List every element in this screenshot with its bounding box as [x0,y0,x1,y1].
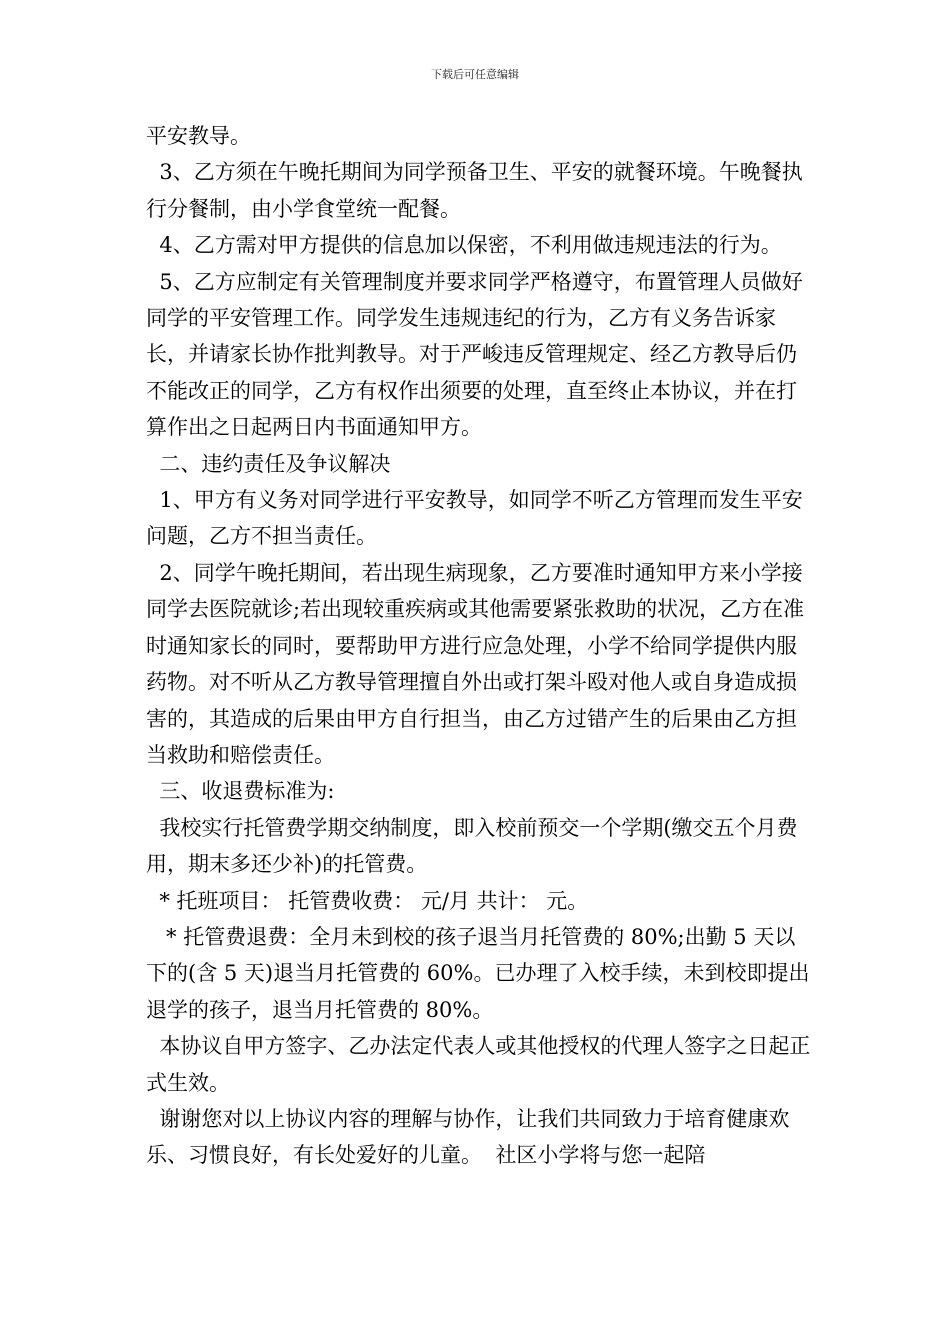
page-header-note: 下载后可任意编辑 [431,68,519,81]
paragraph-effective-date: 本协议自甲方签字、乙办法定代表人或其他授权的代理人签字之日起正式生效。 [146,1034,811,1095]
paragraph-clause-5-management: 5、乙方应制定有关管理制度并要求同学严格遵守，布置管理人员做好同学的平安管理工作。同学发生违规违纪的行为，乙方有义务告诉家长，并请家长协作批判教导。对于严峻违反管理规定、经乙方教导后仍不能改正的同学，乙方有权作出须要的处理，直至终止本协议，并在打算作出之日起两日内书面通知甲方。 [146,269,803,440]
paragraph-fee-refund: * 托管费退费：全月未到校的孩子退当月托管费的 80%;出勤 5 天以下的(含 5 天)退当月托管费的 60%。已办理了入校手续，未到校即提出退学的孩子，退当月托管费的 80%。 [146,924,810,1022]
paragraph-fee-payment: 我校实行托管费学期交纳制度，即入校前预交一个学期(缴交五个月费用，期末多还少补)的托管费。 [146,815,798,877]
paragraph-thanks: 谢谢您对以上协议内容的理解与协作，让我们共同致力于培育健康欢乐、习惯良好，有长处爱好的儿童。 社区小学将与您一起陪 [146,1106,790,1168]
paragraph-liability-1: 1、甲方有义务对同学进行平安教导，如同学不听乙方管理而发生平安问题，乙方不担当责任。 [146,488,803,549]
section-heading-liability: 二、违约责任及争议解决 [146,451,391,476]
section-heading-fees: 三、收退费标准为: [146,779,335,804]
paragraph-safety-education-end: 平安教导。 [146,124,251,148]
paragraph-fee-items: * 托班项目： 托管费收费： 元/月 共计： 元。 [146,888,589,913]
paragraph-clause-3-dining: 3、乙方须在午晚托期间为同学预备卫生、平安的就餐环境。午晚餐执行分餐制，由小学食堂统一配餐。 [146,160,803,221]
paragraph-liability-2: 2、同学午晚托期间，若出现生病现象，乙方要准时通知甲方来小学接同学去医院就诊;若出现较重疾病或其他需要紧张救助的状况，乙方在准时通知家长的同时，要帮助甲方进行应急处理，小学不给同学提供内服药物。对不听从乙方教导管理擅自外出或打架斗殴对他人或自身造成损害的，其造成的后果由甲方自行担当，由乙方过错产生的后果由乙方担当救助和赔偿责任。 [146,560,805,767]
document-body [146,118,816,1174]
paragraph-clause-4-confidentiality: 4、乙方需对甲方提供的信息加以保密，不利用做违规违法的行为。 [146,233,782,258]
